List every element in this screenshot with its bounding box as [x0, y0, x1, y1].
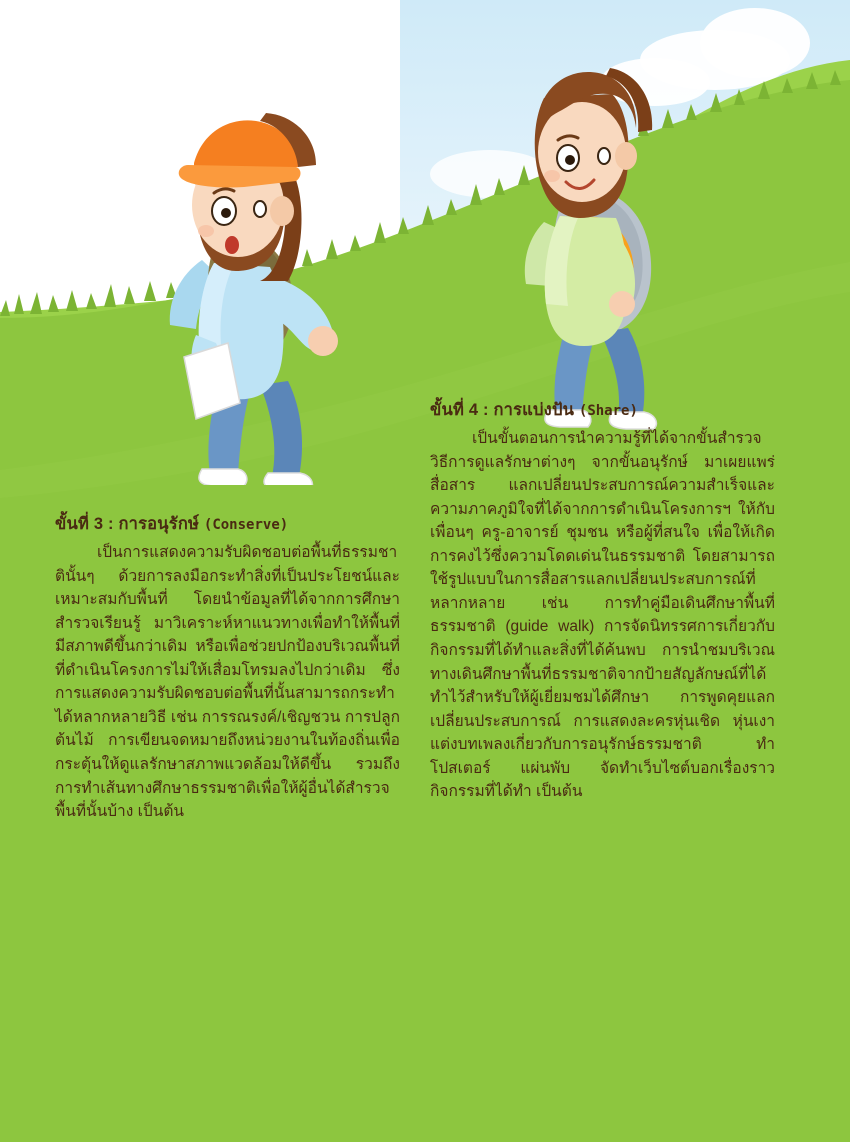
boy-with-backpack-illustration	[480, 40, 700, 430]
section-step3-heading-english: (Conserve)	[203, 517, 289, 533]
section-step4-heading-thai: ขั้นที่ 4 : การแบ่งปัน	[430, 401, 579, 419]
section-step3-heading	[55, 512, 400, 537]
section-step3	[55, 512, 400, 824]
section-step4-heading	[430, 398, 775, 423]
section-step4-heading-english: (Share)	[578, 403, 638, 419]
section-step4	[430, 398, 775, 804]
section-step3-body: เป็นการแสดงความรับผิดชอบต่อพื้นที่ธรรมชาตินั้นๆ ด้วยการลงมือกระทำสิ่งที่เป็นประโยชน์และเหมาะสมกับพื้นที่ โดยนำข้อมูลที่ได้จากการศึกษา สำรวจเรียนรู้ มาวิเคราะห์หาแนวทางเพื่อทำให้พื้นที่มีสภาพดีขึ้นกว่าเดิม หรือเพื่อช่วยปกป้องบริเวณพื้นที่ที่ดำเนินโครงการไม่ให้เสื่อมโทรมลงไปกว่าเดิม ซึ่งการแสดงความรับผิดชอบต่อพื้นที่นั้นสามารถกระทำได้หลากหลายวิธี เช่น การรณรงค์/เชิญชวน การปลูกต้นไม้ การเขียนจดหมายถึงหน่วยงานในท้องถิ่นเพื่อกระตุ้นให้ดูแลรักษาสภาพแวดล้อมให้ดีขึ้น รวมถึงการทำเส้นทางศึกษาธรรมชาติเพื่อให้ผู้อื่นได้สำรวจพื้นที่นั้นบ้าง เป็นต้น	[55, 544, 400, 821]
section-step3-heading-thai: ขั้นที่ 3 : การอนุรักษ์	[55, 515, 204, 533]
section-step4-body: เป็นขั้นตอนการนำความรู้ที่ได้จากขั้นสำรวจวิธีการดูแลรักษาต่างๆ จากขั้นอนุรักษ์ มาเผยแพร่ สื่อสาร แลกเปลี่ยนประสบการณ์ความสำเร็จและความภาคภูมิใจที่ได้จากการดำเนินโครงการฯ ให้กับเพื่อนๆ ครู-อาจารย์ ชุมชน หรือผู้ที่สนใจ เพื่อให้เกิดการคงไว้ซึ่งความโดดเด่นในธรรมชาติ โดยสามารถใช้รูปแบบในการสื่อสารแลกเปลี่ยนประสบการณ์ที่หลากหลาย เช่น การทำคู่มือเดินศึกษาพื้นที่ธรรมชาติ (guide walk) การจัดนิทรรศการเกี่ยวกับกิจกรรมที่ได้ทำและสิ่งที่ได้ค้นพบ การนำชมบริเวณทางเดินศึกษาพื้นที่ธรรมชาติจากป้ายสัญลักษณ์ที่ได้ทำไว้สำหรับให้ผู้เยี่ยมชมได้ศึกษา การพูดคุยแลกเปลี่ยนประสบการณ์ การแสดงละครหุ่นเชิด หุ่นเงา แต่งบทเพลงเกี่ยวกับการอนุรักษ์ธรรมชาติ ทำโปสเตอร์ แผ่นพับ จัดทำเว็บไซต์บอกเรื่องราวกิจกรรมที่ได้ทำ เป็นต้น	[430, 430, 775, 801]
boy-with-orange-cap-illustration	[110, 85, 360, 485]
